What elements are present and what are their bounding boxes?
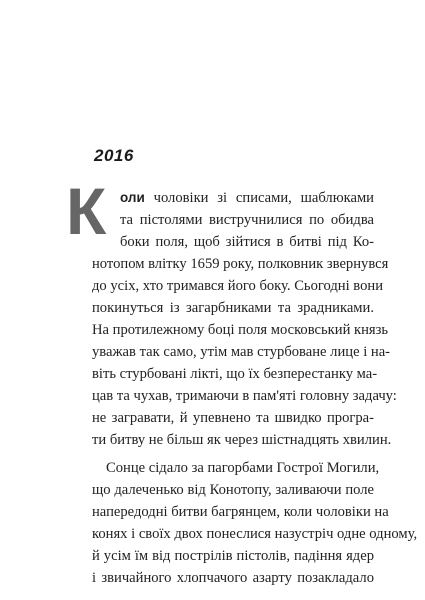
text-line: цав та чухав, тримаючи в пам'яті головну задачу: — [92, 388, 397, 404]
text-line: Сонце сідало за пагорбами Гострої Могили, — [106, 460, 380, 476]
text-line: нотопом влітку 1659 року, полковник звернувся — [92, 256, 389, 272]
text-line: покинуться із загарбниками та зрадниками. — [92, 300, 374, 316]
text-line: не загравати, й упевнено та швидко програ- — [92, 410, 374, 426]
text-line: напередодні битви багрянцем, коли чоловіки на — [92, 504, 389, 520]
text-line: На протилежному боці поля московський князь — [92, 322, 389, 338]
text-line: конях і своїх двох понеслися назустріч одне одному, — [92, 526, 418, 542]
text-line: та пістолями вистручнилися по обидва — [120, 212, 374, 228]
text-line: до усіх, хто тримався його боку. Сьогодні вони — [92, 278, 384, 294]
drop-cap-letter: К — [66, 174, 107, 248]
text-line: уважав так само, утім мав стурбоване лице і на- — [92, 344, 391, 360]
text-line: і звичайного хлопчачого азарту позакладало — [92, 570, 374, 586]
text-line: що далеченько від Конотопу, заливаючи поле — [92, 482, 374, 498]
text-line: віть стурбовані лікті, що їх безперестанку ма- — [92, 366, 378, 382]
text-line — [120, 187, 374, 209]
text-line: боки поля, щоб зійтися в битві під Ко- — [120, 234, 374, 250]
chapter-year-heading: 2016 — [94, 146, 134, 165]
text-line: й усім їм від пострілів пістолів, падіння ядер — [92, 548, 374, 564]
lead-word: оли — [120, 190, 145, 205]
text-line-rest: чоловіки зі списами, шаблюками — [144, 190, 374, 206]
text-line: ти битву не більш як через шістнадцять хвилин. — [92, 432, 392, 448]
